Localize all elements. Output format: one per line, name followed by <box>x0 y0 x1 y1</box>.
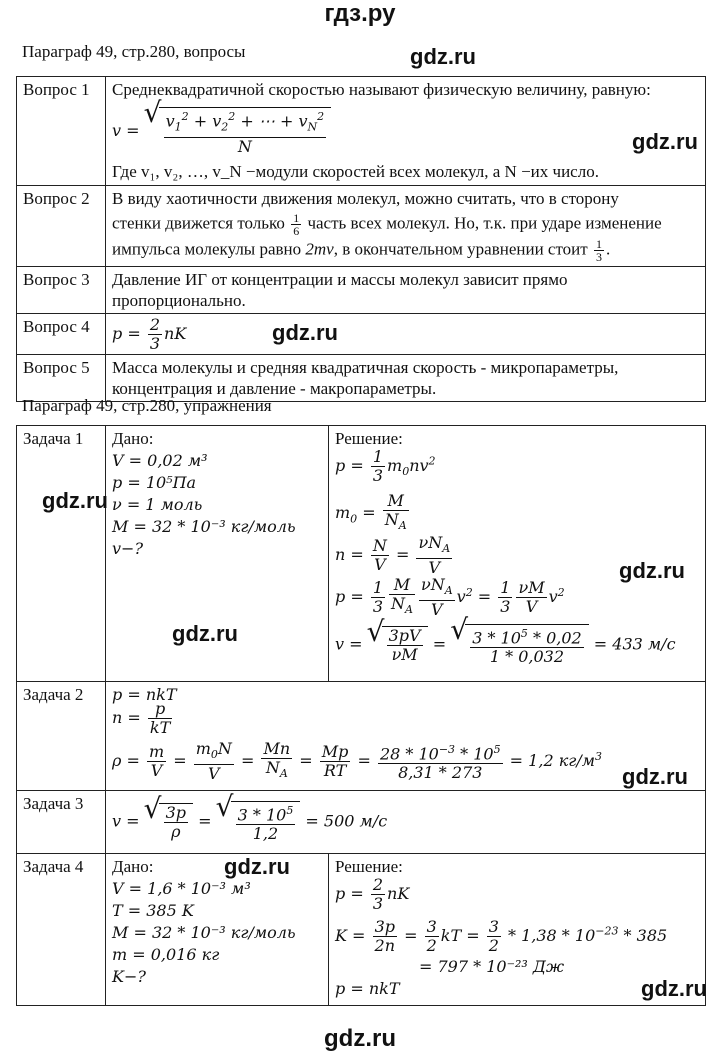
task-label: Задача 2 <box>17 682 106 791</box>
answer-text: Среднеквадратичной скоростью называют физическую величину, равную: <box>112 80 651 99</box>
task-solution <box>329 854 706 1006</box>
solution-line: p = nkT <box>112 685 177 704</box>
answer-text: В виду хаотичности движения молекул, можно считать, что в сторону <box>112 189 619 208</box>
questions-table <box>16 76 706 402</box>
momentum: 2mv <box>305 239 334 259</box>
given-title: Дано: <box>112 429 154 448</box>
solution-title: Решение: <box>335 857 403 876</box>
solution-line: p = $\frac{2}{3}$ nK <box>335 875 410 913</box>
given-line: V = 0,02 м³ <box>112 451 208 470</box>
solution-line: ρ = $\frac{m}{V}$ = $\frac{m_0N}{V}$ = $\frac{Mn}{N_A}$ = $\frac{Mp}{RT}$ = $\frac{28 * 10^{-3} * 10^5}{8,31 * 273}$ = 1,2 $кг/м^3$ <box>112 739 602 784</box>
task-label: Задача 3 <box>17 791 106 854</box>
solution-line: v = √ $\frac{3p}{\rho}$ = √ $\frac{3 * 10^5}{1,2}$ = 500 м/с <box>112 801 387 843</box>
watermark: gdz.ru <box>619 558 685 583</box>
question-label: Вопрос 2 <box>17 186 106 267</box>
task-solution <box>106 682 706 791</box>
task-given <box>106 854 329 1006</box>
given-line: p = 10⁵Па <box>112 473 197 492</box>
question-row <box>17 355 706 402</box>
site-header: гдз.ру <box>324 0 396 27</box>
solution-line: p = $\frac{1}{3}$ $m_0nv^2$ <box>335 447 436 485</box>
answer-text: Масса молекулы и средняя квадратичная скорость - микропараметры, концентрация и давление - макропараметры. <box>112 358 619 398</box>
watermark: gdz.ru <box>224 854 290 879</box>
question-row <box>17 77 706 186</box>
answer-text-part: импульса молекулы равно <box>112 239 302 259</box>
watermark: gdz.ru <box>410 44 476 69</box>
solution-line: p = nkT <box>335 979 400 998</box>
answer-text-part: , в окончательном уравнении стоит <box>333 239 588 259</box>
solution-line: n = $\frac{N}{V}$ = $\frac{\nu N_A}{V}$ <box>335 533 451 578</box>
watermark: gdz.ru <box>632 129 698 154</box>
question-row <box>17 186 706 267</box>
solution-title: Решение: <box>335 429 403 448</box>
tasks-table <box>16 425 706 1006</box>
question-answer <box>106 314 706 355</box>
answer-text-part: часть всех молекул. Но, т.к. при ударе изменение <box>307 213 662 233</box>
solution-line: K = $\frac{3p}{2n}$ = $\frac{3}{2}$ kT = $\frac{3}{2}$ * $1,38 * 10^{-23} * 385$ <box>335 917 668 955</box>
given-line: K−? <box>112 967 146 986</box>
given-line: v−? <box>112 539 144 558</box>
given-line: M = 32 * 10⁻³ кг/моль <box>112 517 296 536</box>
task-row <box>17 426 706 682</box>
question-label: Вопрос 1 <box>17 77 106 186</box>
given-title: Дано: <box>112 857 154 876</box>
formula: v = √ $\frac{v_1^2 + v_2^2 + \cdots + v_N^2}{N}$ <box>112 107 331 156</box>
solution-line: = 797 * 10⁻²³ Дж <box>419 957 565 976</box>
task-row <box>17 682 706 791</box>
task-solution <box>106 791 706 854</box>
given-line: ν = 1 моль <box>112 495 203 514</box>
answer-text-part: стенки движется только <box>112 213 285 233</box>
given-line: M = 32 * 10⁻³ кг/моль <box>112 923 296 942</box>
question-answer <box>106 186 706 267</box>
question-label: Вопрос 3 <box>17 267 106 314</box>
questions-caption: Параграф 49, стр.280, вопросы <box>22 42 246 61</box>
task-row <box>17 791 706 854</box>
question-answer <box>106 355 706 402</box>
question-row <box>17 267 706 314</box>
solution-line: v = √ $\frac{3pV}{\nu M}$ = √ $\frac{3 * 10^5 * 0,02}{1 * 0,032}$ = 433 м/с <box>335 624 676 666</box>
watermark: gdz.ru <box>42 488 108 513</box>
answer-text: стенки движется только $\frac{1}{6}$ часть всех молекул. Но, т.к. при ударе изменение <box>112 211 662 238</box>
watermark: gdz.ru <box>172 621 238 646</box>
watermark: gdz.ru <box>622 764 688 789</box>
task-solution <box>329 426 706 682</box>
solution-line: n = $\frac{p}{kT}$ <box>112 699 171 737</box>
formula: p = $\frac{2}{3}$ nK <box>112 315 187 353</box>
exercises-caption: Параграф 49, стр.280, упражнения <box>22 396 272 415</box>
given-line: T = 385 K <box>112 901 194 920</box>
question-label: Вопрос 5 <box>17 355 106 402</box>
task-row <box>17 854 706 1006</box>
watermark: gdz.ru <box>641 976 707 1001</box>
given-line: V = 1,6 * 10⁻³ м³ <box>112 879 251 898</box>
question-label: Вопрос 4 <box>17 314 106 355</box>
answer-text: импульса молекулы равно 2mv, в окончательном уравнении стоит $\frac{1}{3}$ . <box>112 237 611 264</box>
question-answer <box>106 267 706 314</box>
watermark: gdz.ru <box>272 320 338 345</box>
question-row <box>17 314 706 355</box>
solution-line: p = $\frac{1}{3}$ $\frac{M}{N_A}$ $\frac{\nu N_A}{V}$ $v^2$ = $\frac{1}{3}$ $\frac{\nu M}{V}$ $v^2$ <box>335 575 565 620</box>
question-answer <box>106 77 706 186</box>
task-label: Задача 4 <box>17 854 106 1006</box>
answer-text: Давление ИГ от концентрации и массы молекул зависит прямо пропорционально. <box>112 270 568 310</box>
site-footer-watermark: gdz.ru <box>324 1025 396 1052</box>
answer-note: Где v₁, v₂, …, v_N −модули скоростей всех молекул, а N −их число. <box>112 162 599 181</box>
solution-line: $m_0$ = $\frac{M}{N_A}$ <box>335 492 411 535</box>
task-label: Задача 1 <box>17 426 106 682</box>
given-line: m = 0,016 кг <box>112 945 220 964</box>
